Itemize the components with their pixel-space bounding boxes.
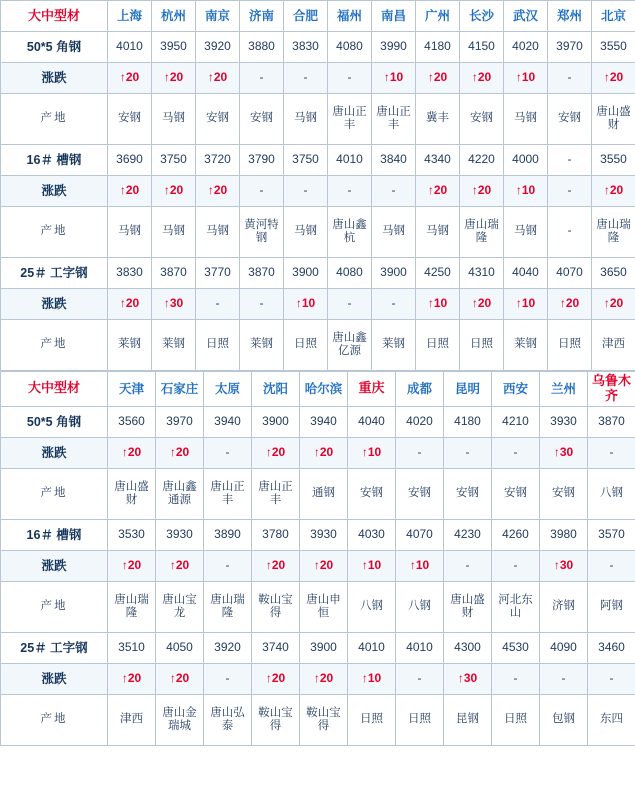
- row-label-i-beam: 25＃ 工字钢: [1, 632, 108, 663]
- cell-change: ↑10: [348, 437, 396, 468]
- cell-origin: 安钢: [460, 94, 504, 145]
- row-label-angle-steel: 50*5 角钢: [1, 406, 108, 437]
- cell-price: 3460: [588, 632, 635, 663]
- cell-price: 3550: [592, 32, 635, 63]
- cell-change: -: [372, 176, 416, 207]
- header-city-8: 西安: [492, 372, 540, 407]
- cell-change: -: [196, 289, 240, 320]
- row-label-change: 涨跌: [1, 550, 108, 581]
- cell-change: ↑20: [108, 550, 156, 581]
- cell-origin: 马钢: [504, 207, 548, 258]
- cell-change: ↑30: [540, 437, 588, 468]
- cell-change: ↑10: [416, 289, 460, 320]
- cell-origin: 唐山申恒: [300, 581, 348, 632]
- row-i-beam-change-1: [1, 289, 635, 320]
- cell-change: ↑20: [108, 176, 152, 207]
- row-label-origin: 产地: [1, 468, 108, 519]
- header-city-4: 哈尔滨: [300, 372, 348, 407]
- cell-origin: 日照: [396, 694, 444, 745]
- cell-change: -: [396, 663, 444, 694]
- cell-change: ↑20: [416, 176, 460, 207]
- cell-price: 3880: [240, 32, 284, 63]
- cell-origin: 唐山瑞隆: [460, 207, 504, 258]
- cell-price: 3930: [300, 519, 348, 550]
- row-label-change: 涨跌: [1, 176, 108, 207]
- cell-change: -: [284, 176, 328, 207]
- cell-change: -: [588, 663, 635, 694]
- row-i-beam-origin-2: [1, 694, 635, 745]
- cell-change: -: [240, 176, 284, 207]
- cell-price: 3550: [592, 145, 635, 176]
- header-city-6: 南昌: [372, 1, 416, 32]
- cell-origin: 安钢: [396, 468, 444, 519]
- cell-price: 4080: [328, 32, 372, 63]
- cell-change: -: [240, 63, 284, 94]
- row-label-change: 涨跌: [1, 63, 108, 94]
- header-city-5: 重庆: [348, 372, 396, 407]
- cell-origin: 鞍山宝得: [252, 581, 300, 632]
- row-i-beam-change-2: [1, 663, 635, 694]
- row-channel-steel-origin-1: [1, 207, 635, 258]
- cell-origin: 唐山弘泰: [204, 694, 252, 745]
- cell-origin: 日照: [492, 694, 540, 745]
- cell-change: ↑20: [300, 550, 348, 581]
- cell-change: ↑20: [548, 289, 592, 320]
- row-angle-steel-change-2: [1, 437, 635, 468]
- header-city-10: 郑州: [548, 1, 592, 32]
- cell-change: ↑20: [416, 63, 460, 94]
- header-city-0: 上海: [108, 1, 152, 32]
- cell-price: 3750: [152, 145, 196, 176]
- row-angle-steel-origin-1: [1, 94, 635, 145]
- cell-origin: 莱钢: [240, 320, 284, 371]
- cell-origin: 马钢: [108, 207, 152, 258]
- cell-price: 3930: [156, 519, 204, 550]
- cell-origin: 东四: [588, 694, 635, 745]
- cell-change: ↑20: [108, 289, 152, 320]
- cell-origin: 鞍山宝得: [252, 694, 300, 745]
- row-channel-steel-price-2: [1, 519, 635, 550]
- cell-change: -: [284, 63, 328, 94]
- row-i-beam-price-2: [1, 632, 635, 663]
- cell-origin: 日照: [348, 694, 396, 745]
- cell-change: -: [204, 437, 252, 468]
- row-label-origin: 产地: [1, 94, 108, 145]
- cell-origin: 唐山瑞隆: [592, 207, 635, 258]
- header-title: 大中型材: [1, 372, 108, 407]
- row-i-beam-price-1: [1, 258, 635, 289]
- cell-change: ↑20: [156, 550, 204, 581]
- cell-price: 3890: [204, 519, 252, 550]
- header-city-1: 石家庄: [156, 372, 204, 407]
- cell-change: -: [396, 437, 444, 468]
- cell-origin: 马钢: [152, 94, 196, 145]
- cell-price: 3940: [300, 406, 348, 437]
- cell-change: ↑20: [156, 437, 204, 468]
- price-table-block-1: [0, 0, 635, 371]
- row-channel-steel-change-2: [1, 550, 635, 581]
- row-label-origin: 产地: [1, 207, 108, 258]
- cell-price: 4300: [444, 632, 492, 663]
- cell-origin: 日照: [196, 320, 240, 371]
- cell-change: -: [588, 437, 635, 468]
- cell-change: ↑10: [284, 289, 328, 320]
- cell-price: 4180: [444, 406, 492, 437]
- cell-origin: 日照: [416, 320, 460, 371]
- row-channel-steel-price-1: [1, 145, 635, 176]
- cell-origin: -: [548, 207, 592, 258]
- row-label-origin: 产地: [1, 694, 108, 745]
- cell-origin: 安钢: [196, 94, 240, 145]
- cell-origin: 日照: [460, 320, 504, 371]
- cell-origin: 河北东山: [492, 581, 540, 632]
- row-channel-steel-change-1: [1, 176, 635, 207]
- cell-price: 3740: [252, 632, 300, 663]
- cell-origin: 莱钢: [372, 320, 416, 371]
- cell-change: -: [548, 63, 592, 94]
- cell-origin: 津西: [592, 320, 635, 371]
- header-city-3: 沈阳: [252, 372, 300, 407]
- cell-price: 4340: [416, 145, 460, 176]
- cell-price: 3830: [284, 32, 328, 63]
- cell-origin: 安钢: [240, 94, 284, 145]
- cell-origin: 安钢: [108, 94, 152, 145]
- row-label-channel-steel: 16＃ 槽钢: [1, 145, 108, 176]
- cell-origin: 唐山正丰: [328, 94, 372, 145]
- cell-origin: 八钢: [348, 581, 396, 632]
- header-city-10: 乌鲁木齐: [588, 372, 635, 407]
- cell-change: ↑30: [540, 550, 588, 581]
- cell-change: ↑20: [460, 289, 504, 320]
- cell-price: 3510: [108, 632, 156, 663]
- cell-change: -: [540, 663, 588, 694]
- header-city-7: 广州: [416, 1, 460, 32]
- cell-origin: 唐山盛财: [108, 468, 156, 519]
- cell-origin: 八钢: [588, 468, 635, 519]
- cell-price: 4020: [396, 406, 444, 437]
- cell-origin: 安钢: [444, 468, 492, 519]
- cell-change: -: [328, 63, 372, 94]
- cell-price: 3650: [592, 258, 635, 289]
- cell-price: 4030: [348, 519, 396, 550]
- cell-price: 4180: [416, 32, 460, 63]
- cell-change: ↑20: [592, 289, 635, 320]
- cell-change: -: [204, 550, 252, 581]
- cell-price: 3940: [204, 406, 252, 437]
- header-city-11: 北京: [592, 1, 635, 32]
- cell-change: ↑20: [252, 437, 300, 468]
- cell-price: 3530: [108, 519, 156, 550]
- cell-origin: 鞍山宝得: [300, 694, 348, 745]
- cell-change: -: [372, 289, 416, 320]
- cell-price: 3930: [540, 406, 588, 437]
- row-label-change: 涨跌: [1, 437, 108, 468]
- cell-origin: 唐山正丰: [252, 468, 300, 519]
- cell-price: 4040: [348, 406, 396, 437]
- cell-price: 3920: [204, 632, 252, 663]
- header-city-5: 福州: [328, 1, 372, 32]
- cell-price: 3970: [548, 32, 592, 63]
- cell-price: 3870: [588, 406, 635, 437]
- cell-change: ↑10: [348, 663, 396, 694]
- cell-origin: 马钢: [152, 207, 196, 258]
- cell-change: -: [204, 663, 252, 694]
- cell-origin: 马钢: [196, 207, 240, 258]
- cell-price: 4220: [460, 145, 504, 176]
- row-label-origin: 产地: [1, 320, 108, 371]
- cell-change: -: [328, 176, 372, 207]
- cell-origin: 冀丰: [416, 94, 460, 145]
- cell-price: 4070: [548, 258, 592, 289]
- cell-price: 3900: [284, 258, 328, 289]
- cell-price: 4260: [492, 519, 540, 550]
- cell-price: 4020: [504, 32, 548, 63]
- cell-change: ↑30: [152, 289, 196, 320]
- cell-price: 3870: [152, 258, 196, 289]
- cell-origin: 包钢: [540, 694, 588, 745]
- cell-origin: 安钢: [540, 468, 588, 519]
- header-city-9: 武汉: [504, 1, 548, 32]
- cell-change: ↑10: [372, 63, 416, 94]
- cell-change: -: [492, 663, 540, 694]
- cell-origin: 唐山盛财: [444, 581, 492, 632]
- cell-origin: 安钢: [548, 94, 592, 145]
- cell-price: 3990: [372, 32, 416, 63]
- header-city-2: 南京: [196, 1, 240, 32]
- cell-origin: 马钢: [284, 94, 328, 145]
- row-angle-steel-change-1: [1, 63, 635, 94]
- cell-change: ↑20: [152, 63, 196, 94]
- cell-origin: 马钢: [504, 94, 548, 145]
- cell-change: -: [548, 176, 592, 207]
- cell-change: ↑10: [504, 289, 548, 320]
- cell-change: ↑20: [300, 663, 348, 694]
- cell-origin: 马钢: [416, 207, 460, 258]
- row-angle-steel-price-1: [1, 32, 635, 63]
- cell-origin: 莱钢: [108, 320, 152, 371]
- cell-change: ↑20: [196, 63, 240, 94]
- cell-origin: 唐山瑞隆: [204, 581, 252, 632]
- cell-change: ↑20: [300, 437, 348, 468]
- cell-price: 3690: [108, 145, 152, 176]
- cell-change: -: [240, 289, 284, 320]
- cell-price: 3900: [372, 258, 416, 289]
- cell-price: 4010: [108, 32, 152, 63]
- cell-origin: 唐山正丰: [372, 94, 416, 145]
- cell-origin: 日照: [548, 320, 592, 371]
- cell-change: -: [492, 550, 540, 581]
- cell-price: 4090: [540, 632, 588, 663]
- cell-change: ↑10: [504, 63, 548, 94]
- cell-origin: 唐山盛财: [592, 94, 635, 145]
- cell-change: ↑20: [460, 63, 504, 94]
- cell-change: ↑20: [252, 663, 300, 694]
- row-label-change: 涨跌: [1, 289, 108, 320]
- row-angle-steel-origin-2: [1, 468, 635, 519]
- header-city-6: 成都: [396, 372, 444, 407]
- header-city-1: 杭州: [152, 1, 196, 32]
- cell-change: ↑20: [108, 663, 156, 694]
- cell-price: 4080: [328, 258, 372, 289]
- cell-origin: 唐山金瑞城: [156, 694, 204, 745]
- cell-price: 3840: [372, 145, 416, 176]
- table-header-row-2: [1, 372, 635, 407]
- header-city-9: 兰州: [540, 372, 588, 407]
- cell-origin: 安钢: [492, 468, 540, 519]
- cell-change: ↑10: [504, 176, 548, 207]
- cell-price: 3750: [284, 145, 328, 176]
- cell-change: ↑20: [592, 63, 635, 94]
- cell-origin: 唐山正丰: [204, 468, 252, 519]
- row-label-angle-steel: 50*5 角钢: [1, 32, 108, 63]
- cell-origin: 唐山瑞隆: [108, 581, 156, 632]
- cell-change: -: [492, 437, 540, 468]
- cell-change: ↑20: [108, 437, 156, 468]
- cell-change: ↑10: [348, 550, 396, 581]
- header-city-4: 合肥: [284, 1, 328, 32]
- cell-price: 3900: [300, 632, 348, 663]
- cell-origin: 马钢: [284, 207, 328, 258]
- cell-price: 4010: [396, 632, 444, 663]
- cell-origin: 阿钢: [588, 581, 635, 632]
- row-i-beam-origin-1: [1, 320, 635, 371]
- cell-origin: 津西: [108, 694, 156, 745]
- cell-change: -: [328, 289, 372, 320]
- cell-change: -: [444, 550, 492, 581]
- cell-price: 3720: [196, 145, 240, 176]
- row-label-i-beam: 25＃ 工字钢: [1, 258, 108, 289]
- header-city-0: 天津: [108, 372, 156, 407]
- cell-price: 3790: [240, 145, 284, 176]
- cell-origin: 唐山鑫杭: [328, 207, 372, 258]
- cell-origin: 通钢: [300, 468, 348, 519]
- cell-change: ↑20: [592, 176, 635, 207]
- cell-origin: 唐山鑫通源: [156, 468, 204, 519]
- cell-origin: 马钢: [372, 207, 416, 258]
- cell-price: 3560: [108, 406, 156, 437]
- cell-change: -: [588, 550, 635, 581]
- cell-price: 3900: [252, 406, 300, 437]
- cell-price: 3570: [588, 519, 635, 550]
- cell-price: 4250: [416, 258, 460, 289]
- cell-price: 4150: [460, 32, 504, 63]
- header-city-2: 太原: [204, 372, 252, 407]
- table-header-row-1: [1, 1, 635, 32]
- cell-origin: 唐山宝龙: [156, 581, 204, 632]
- cell-price: 4010: [348, 632, 396, 663]
- cell-price: 4530: [492, 632, 540, 663]
- cell-change: ↑20: [156, 663, 204, 694]
- cell-price: 3980: [540, 519, 588, 550]
- cell-price: 3780: [252, 519, 300, 550]
- row-label-origin: 产地: [1, 581, 108, 632]
- row-label-change: 涨跌: [1, 663, 108, 694]
- cell-origin: 唐山鑫亿源: [328, 320, 372, 371]
- cell-origin: 安钢: [348, 468, 396, 519]
- row-label-channel-steel: 16＃ 槽钢: [1, 519, 108, 550]
- cell-price: 3920: [196, 32, 240, 63]
- cell-price: 4230: [444, 519, 492, 550]
- cell-origin: 昆钢: [444, 694, 492, 745]
- cell-price: 4050: [156, 632, 204, 663]
- cell-price: 4310: [460, 258, 504, 289]
- cell-price: -: [548, 145, 592, 176]
- cell-price: 3970: [156, 406, 204, 437]
- cell-price: 4000: [504, 145, 548, 176]
- cell-price: 3870: [240, 258, 284, 289]
- cell-change: ↑10: [396, 550, 444, 581]
- cell-price: 4210: [492, 406, 540, 437]
- header-title: 大中型材: [1, 1, 108, 32]
- cell-change: ↑20: [460, 176, 504, 207]
- cell-origin: 莱钢: [504, 320, 548, 371]
- cell-change: ↑20: [152, 176, 196, 207]
- header-city-8: 长沙: [460, 1, 504, 32]
- cell-price: 4070: [396, 519, 444, 550]
- cell-origin: 日照: [284, 320, 328, 371]
- cell-price: 3830: [108, 258, 152, 289]
- header-city-7: 昆明: [444, 372, 492, 407]
- cell-price: 3950: [152, 32, 196, 63]
- cell-change: ↑20: [196, 176, 240, 207]
- cell-change: ↑30: [444, 663, 492, 694]
- cell-price: 4040: [504, 258, 548, 289]
- row-channel-steel-origin-2: [1, 581, 635, 632]
- cell-change: -: [444, 437, 492, 468]
- price-table-block-2: [0, 371, 635, 746]
- cell-price: 3770: [196, 258, 240, 289]
- cell-price: 4010: [328, 145, 372, 176]
- cell-change: ↑20: [108, 63, 152, 94]
- row-angle-steel-price-2: [1, 406, 635, 437]
- cell-origin: 济钢: [540, 581, 588, 632]
- cell-origin: 莱钢: [152, 320, 196, 371]
- cell-change: ↑20: [252, 550, 300, 581]
- header-city-3: 济南: [240, 1, 284, 32]
- cell-origin: 黄河特钢: [240, 207, 284, 258]
- cell-origin: 八钢: [396, 581, 444, 632]
